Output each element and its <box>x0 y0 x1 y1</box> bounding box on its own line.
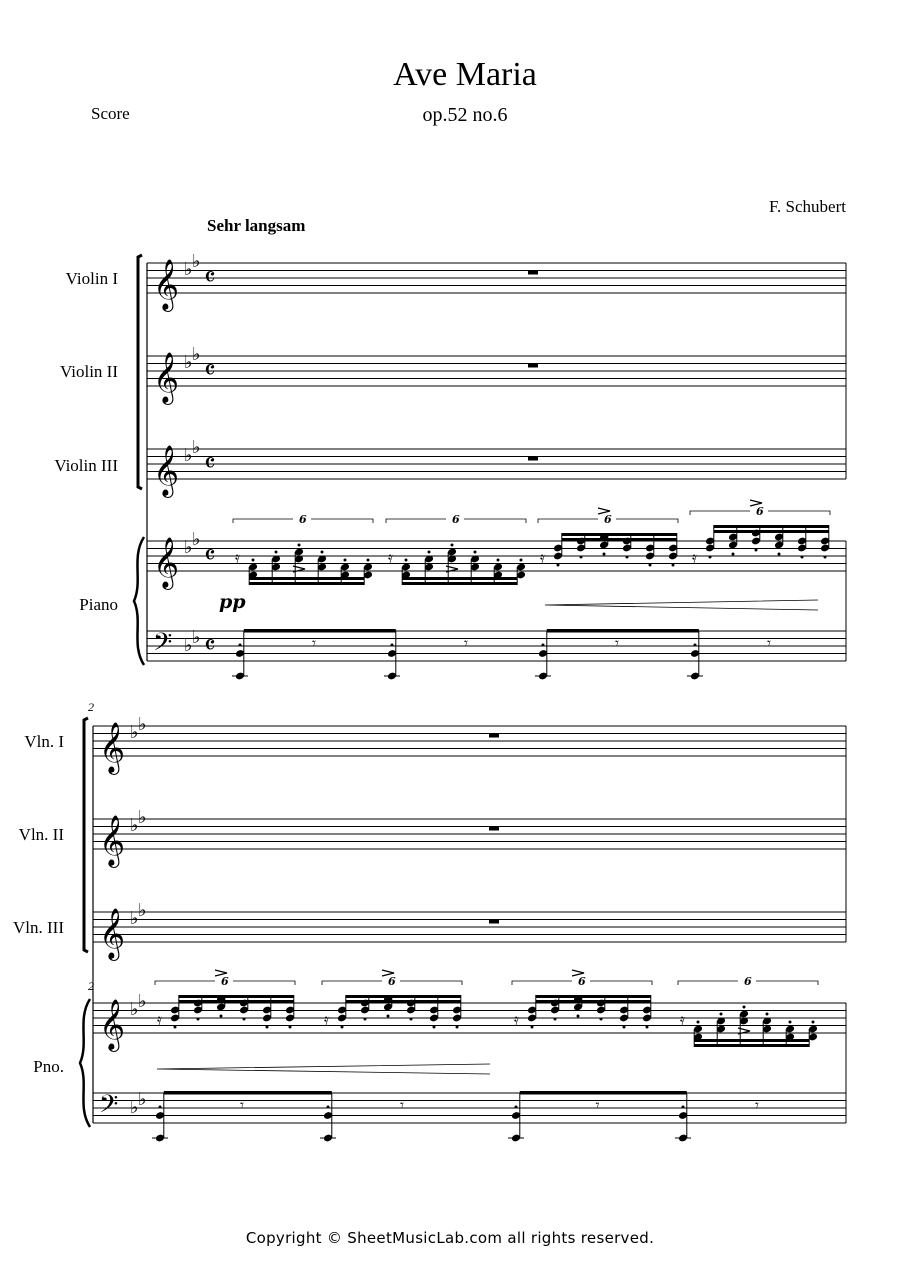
opus-subtitle: op.52 no.6 <box>422 104 508 126</box>
tuplet-number: 6 <box>604 513 612 526</box>
flat-icon: ♭ <box>184 445 193 466</box>
eighth-rest-icon: 𝄾 <box>240 1096 244 1114</box>
staccato-dot <box>474 551 477 554</box>
staccato-dot <box>801 556 804 559</box>
copyright-footer: Copyright © SheetMusicLab.com all rights reserved. <box>245 1229 655 1247</box>
flat-icon: ♭ <box>130 1097 139 1118</box>
sixteenth-rest-icon: 𝄿 <box>514 1010 519 1029</box>
instrument-label-vln-1: Vln. I <box>24 732 64 751</box>
flat-icon: ♭ <box>130 908 139 929</box>
staccato-dot <box>367 559 370 562</box>
tuplet-number: 6 <box>388 975 396 988</box>
piano-brace <box>134 537 144 665</box>
tuplet-number: 6 <box>221 975 229 988</box>
staccato-dot <box>709 556 712 559</box>
staccato-dot <box>580 556 583 559</box>
eighth-rest-icon: 𝄾 <box>755 1096 759 1114</box>
whole-rest-icon <box>489 920 499 924</box>
instrument-label-vln-3: Vln. III <box>13 918 64 937</box>
staccato-dot <box>387 1015 390 1018</box>
staccato-dot <box>755 549 758 552</box>
staccato-dot <box>778 553 781 556</box>
flat-icon: ♭ <box>192 529 201 550</box>
staccato-dot <box>428 551 431 554</box>
eighth-rest-icon: 𝄾 <box>767 634 771 652</box>
staccato-dot <box>600 1018 603 1021</box>
flat-icon: ♭ <box>138 1089 147 1110</box>
bass-clef-icon: 𝄢 <box>153 628 173 663</box>
crescendo-hairpin <box>157 1064 490 1074</box>
staccato-dot <box>220 1015 223 1018</box>
common-time-icon: 𝄴 <box>204 631 216 661</box>
flat-icon: ♭ <box>192 437 201 458</box>
staccato-dot <box>451 544 454 547</box>
staccato-dot <box>789 1021 792 1024</box>
score-label: Score <box>91 104 130 123</box>
staccato-dot <box>364 1018 367 1021</box>
note-beam <box>714 530 829 533</box>
staccato-dot <box>327 1106 330 1109</box>
note-beam <box>714 525 829 528</box>
measure-number-piano: 2 <box>88 979 94 993</box>
flat-icon: ♭ <box>138 807 147 828</box>
staccato-dot <box>646 1026 649 1029</box>
note-beam <box>402 577 517 580</box>
staccato-dot <box>812 1021 815 1024</box>
note-beam <box>536 995 651 998</box>
instrument-label-piano: Piano <box>79 595 118 614</box>
eighth-rest-icon: 𝄾 <box>400 1096 404 1114</box>
staccato-dot <box>649 564 652 567</box>
note-beam <box>694 1039 809 1042</box>
instrument-label-vln-2: Vln. II <box>18 825 64 844</box>
staccato-dot <box>557 564 560 567</box>
whole-rest-icon <box>528 457 538 461</box>
staccato-dot <box>743 1006 746 1009</box>
staccato-dot <box>515 1106 518 1109</box>
staccato-dot <box>694 644 697 647</box>
staccato-dot <box>341 1026 344 1029</box>
treble-clef-icon: 𝄞 <box>99 815 126 866</box>
sixteenth-rest-icon: 𝄿 <box>157 1010 162 1029</box>
treble-clef-icon: 𝄞 <box>153 537 180 588</box>
note-beam <box>244 629 396 633</box>
tuplet-number: 6 <box>744 975 752 988</box>
whole-rest-icon <box>528 271 538 275</box>
note-beam <box>179 1000 294 1003</box>
staccato-dot <box>298 544 301 547</box>
flat-icon: ♭ <box>130 999 139 1020</box>
staccato-dot <box>410 1018 413 1021</box>
eighth-rest-icon: 𝄾 <box>312 634 316 652</box>
note-beam <box>249 577 364 580</box>
staccato-dot <box>197 1018 200 1021</box>
staccato-dot <box>672 564 675 567</box>
instrument-label-violin-1: Violin I <box>65 269 118 288</box>
sixteenth-rest-icon: 𝄿 <box>692 548 697 567</box>
treble-clef-icon: 𝄞 <box>99 908 126 959</box>
note-beam <box>562 538 677 541</box>
staccato-dot <box>405 559 408 562</box>
tempo-marking: Sehr langsam <box>207 216 306 235</box>
note-beam <box>547 629 699 633</box>
staccato-dot <box>275 551 278 554</box>
tuplet-number: 6 <box>299 513 307 526</box>
staccato-dot <box>391 644 394 647</box>
staccato-dot <box>682 1106 685 1109</box>
sixteenth-rest-icon: 𝄿 <box>235 548 240 567</box>
treble-clef-icon: 𝄞 <box>99 722 126 773</box>
staccato-dot <box>239 644 242 647</box>
instrument-label-violin-3: Violin III <box>54 456 118 475</box>
note-beam <box>562 533 677 536</box>
flat-icon: ♭ <box>138 991 147 1012</box>
staccato-dot <box>520 559 523 562</box>
whole-rest-icon <box>489 734 499 738</box>
common-time-icon: 𝄴 <box>204 541 216 571</box>
common-time-icon: 𝄴 <box>204 263 216 293</box>
staccato-dot <box>433 1026 436 1029</box>
note-beam <box>249 582 364 585</box>
piano-brace <box>80 999 90 1127</box>
tuplet-number: 6 <box>452 513 460 526</box>
note-beam <box>164 1091 332 1095</box>
note-beam <box>402 582 517 585</box>
staccato-dot <box>497 559 500 562</box>
note-beam <box>179 995 294 998</box>
common-time-icon: 𝄴 <box>204 356 216 386</box>
sixteenth-rest-icon: 𝄿 <box>680 1010 685 1029</box>
flat-icon: ♭ <box>192 344 201 365</box>
flat-icon: ♭ <box>130 722 139 743</box>
string-bracket <box>138 255 142 489</box>
staccato-dot <box>174 1026 177 1029</box>
note-beam <box>346 1000 461 1003</box>
staccato-dot <box>732 553 735 556</box>
bass-clef-icon: 𝄢 <box>99 1090 119 1125</box>
staccato-dot <box>531 1026 534 1029</box>
staccato-dot <box>697 1021 700 1024</box>
staccato-dot <box>554 1018 557 1021</box>
staccato-dot <box>266 1026 269 1029</box>
flat-icon: ♭ <box>184 537 193 558</box>
measure-number: 2 <box>88 700 94 714</box>
treble-clef-icon: 𝄞 <box>153 259 180 310</box>
staccato-dot <box>456 1026 459 1029</box>
staccato-dot <box>243 1018 246 1021</box>
staccato-dot <box>289 1026 292 1029</box>
sixteenth-rest-icon: 𝄿 <box>540 548 545 567</box>
note-beam <box>346 995 461 998</box>
piece-title: Ave Maria <box>393 56 537 93</box>
staccato-dot <box>159 1106 162 1109</box>
note-beam <box>520 1091 687 1095</box>
eighth-rest-icon: 𝄾 <box>615 634 619 652</box>
crescendo-hairpin <box>545 600 818 610</box>
eighth-rest-icon: 𝄾 <box>464 634 468 652</box>
eighth-rest-icon: 𝄾 <box>595 1096 600 1114</box>
staccato-dot <box>577 1015 580 1018</box>
flat-icon: ♭ <box>184 259 193 280</box>
staccato-dot <box>603 553 606 556</box>
flat-icon: ♭ <box>184 635 193 656</box>
flat-icon: ♭ <box>138 900 147 921</box>
staccato-dot <box>720 1013 723 1016</box>
flat-icon: ♭ <box>130 815 139 836</box>
staccato-dot <box>766 1013 769 1016</box>
tuplet-number: 6 <box>578 975 586 988</box>
sixteenth-rest-icon: 𝄿 <box>388 548 393 567</box>
staccato-dot <box>252 559 255 562</box>
instrument-label-violin-2: Violin II <box>60 362 118 381</box>
tuplet-number: 6 <box>756 505 764 518</box>
common-time-icon: 𝄴 <box>204 449 216 479</box>
staccato-dot <box>824 556 827 559</box>
treble-clef-icon: 𝄞 <box>99 999 126 1050</box>
staccato-dot <box>542 644 545 647</box>
flat-icon: ♭ <box>192 627 201 648</box>
note-beam <box>694 1044 809 1047</box>
dynamic-marking: pp <box>219 591 246 613</box>
treble-clef-icon: 𝄞 <box>153 352 180 403</box>
note-beam <box>536 1000 651 1003</box>
composer-name: F. Schubert <box>768 197 846 216</box>
flat-icon: ♭ <box>138 714 147 735</box>
staccato-dot <box>321 551 324 554</box>
staccato-dot <box>623 1026 626 1029</box>
sixteenth-rest-icon: 𝄿 <box>324 1010 329 1029</box>
staccato-dot <box>626 556 629 559</box>
flat-icon: ♭ <box>184 352 193 373</box>
instrument-label-pno: Pno. <box>33 1057 64 1076</box>
whole-rest-icon <box>489 827 499 831</box>
flat-icon: ♭ <box>192 251 201 272</box>
string-bracket <box>84 718 88 952</box>
staccato-dot <box>344 559 347 562</box>
treble-clef-icon: 𝄞 <box>153 445 180 496</box>
whole-rest-icon <box>528 364 538 368</box>
